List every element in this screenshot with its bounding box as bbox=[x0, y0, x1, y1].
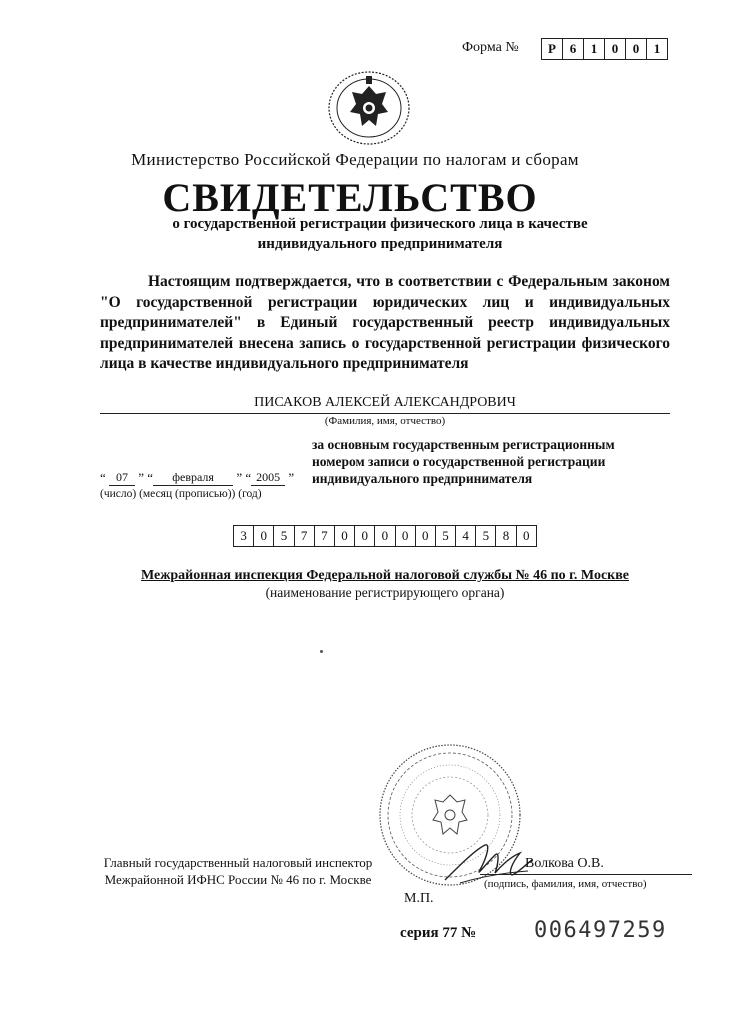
inspector-title: Главный государственный налоговый инспектор Межрайонной ИФНС России № 46 по г. Москве bbox=[103, 855, 373, 887]
document-title: СВИДЕТЕЛЬСТВО bbox=[162, 175, 538, 220]
ogrn-cell: 0 bbox=[522, 528, 530, 543]
ogrn-number bbox=[233, 525, 537, 547]
authority-caption: (наименование регистрирующего органа) bbox=[265, 585, 505, 600]
form-label: Форма № bbox=[462, 40, 519, 55]
ministry-title: Министерство Российской Федерации по налогам и сборам bbox=[131, 150, 579, 169]
form-code-cell: 6 bbox=[563, 39, 584, 59]
registration-date: “ 07 ” “ февраля ” “ 2005 ” bbox=[100, 470, 295, 485]
date-month: февраля bbox=[153, 470, 233, 486]
document-subtitle: о государственной регистрации физического лица в качестве индивидуального предпринимателя bbox=[172, 216, 588, 252]
form-code-cell: 0 bbox=[605, 39, 626, 59]
confirmation-text: Настоящим подтверждается, что в соответствии с Федеральным законом "О государственной регистрации юридических лиц и индивидуальных предпринимателей" в Единый государственный реестр индивидуальных предпринимателей внесена запись о государственной регистрации физического лица в качестве индивидуального предпринимателя bbox=[100, 273, 670, 372]
form-code-cell: 1 bbox=[584, 39, 605, 59]
form-code-cell: 1 bbox=[653, 41, 661, 56]
date-year: 2005 bbox=[251, 470, 285, 486]
ogrn-cell: 0 bbox=[375, 526, 395, 546]
ogrn-cell: 0 bbox=[335, 526, 355, 546]
series-number: 006497259 bbox=[534, 918, 667, 943]
ogrn-cell: 3 bbox=[234, 526, 254, 546]
person-name: ПИСАКОВ АЛЕКСЕЙ АЛЕКСАНДРОВИЧ bbox=[254, 395, 516, 410]
signer-name: Волкова О.В. bbox=[525, 856, 604, 871]
person-caption: (Фамилия, имя, отчество) bbox=[324, 415, 446, 427]
signature-line bbox=[480, 874, 692, 875]
ogrn-cell: 0 bbox=[416, 526, 436, 546]
ogrn-cell: 0 bbox=[396, 526, 416, 546]
emblem-icon bbox=[326, 66, 412, 146]
ogrn-cell: 0 bbox=[355, 526, 375, 546]
form-code-cell: Р bbox=[542, 39, 563, 59]
ink-dot bbox=[320, 650, 323, 653]
signature-caption: (подпись, фамилия, имя, отчество) bbox=[484, 878, 647, 890]
seal-place: М.П. bbox=[404, 891, 434, 906]
authority-name: Межрайонная инспекция Федеральной налоговой службы № 46 по г. Москве bbox=[140, 568, 630, 583]
ogrn-cell: 5 bbox=[274, 526, 294, 546]
ogrn-cell: 0 bbox=[254, 526, 274, 546]
ogrn-cell: 5 bbox=[436, 526, 456, 546]
registration-text: за основным государственным регистрационным номером записи о государственной регистрации индивидуального предпринимателя bbox=[312, 437, 615, 486]
series-label: серия 77 № bbox=[400, 925, 477, 941]
ogrn-cell: 5 bbox=[476, 526, 496, 546]
date-day: 07 bbox=[109, 470, 135, 486]
ogrn-cell: 8 bbox=[496, 526, 516, 546]
ogrn-cell: 4 bbox=[456, 526, 476, 546]
ogrn-cell: 7 bbox=[315, 526, 335, 546]
form-code bbox=[541, 38, 668, 60]
ogrn-cell: 7 bbox=[295, 526, 315, 546]
form-code-cell: 0 bbox=[626, 39, 647, 59]
date-caption: (число) (месяц (прописью)) (год) bbox=[100, 488, 262, 500]
